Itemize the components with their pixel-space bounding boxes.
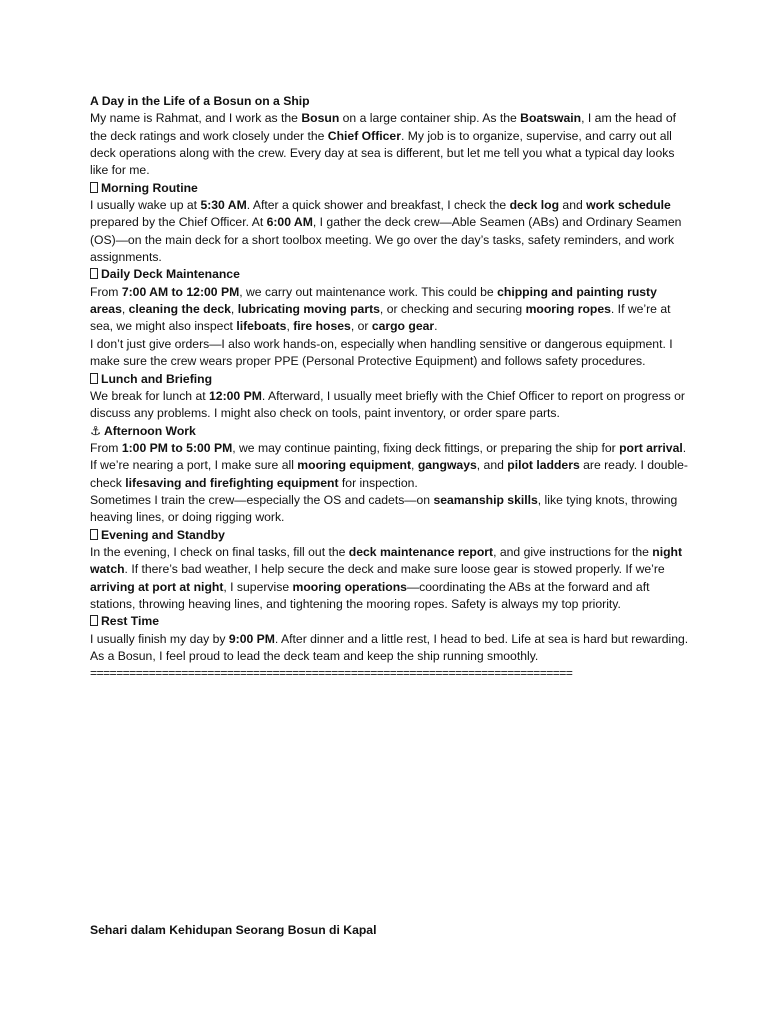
text-run: prepared by the Chief Officer. At bbox=[90, 215, 267, 230]
text-run: , or checking and securing bbox=[379, 302, 526, 317]
text-run: on a large container ship. As the bbox=[339, 111, 521, 126]
text-run: . After a quick shower and breakfast, I check the bbox=[246, 198, 510, 213]
missing-glyph-icon bbox=[90, 182, 98, 193]
text-run: , I am the head of the deck ratings and work closely under the bbox=[90, 111, 676, 143]
text-run: I usually wake up at bbox=[90, 198, 201, 213]
bold-text: 5:30 AM bbox=[200, 198, 247, 213]
section-heading bbox=[90, 423, 690, 440]
section-heading-label: Lunch and Briefing bbox=[101, 371, 213, 386]
bold-text: fire hoses bbox=[293, 319, 351, 334]
document-title: A Day in the Life of a Bosun on a Ship bbox=[90, 94, 310, 108]
section-heading-label: Rest Time bbox=[101, 614, 160, 629]
intro-paragraph bbox=[90, 110, 690, 179]
bold-text: chipping and painting rusty areas bbox=[90, 284, 657, 317]
text-run: . My job is to organize, supervise, and carry out all deck operations along with the crew. Every day at sea is different, but let me tell you what a typical day looks like for me. bbox=[90, 128, 675, 178]
text-run: , bbox=[121, 302, 129, 317]
text-run: We break for lunch at bbox=[90, 388, 210, 403]
section-paragraph bbox=[90, 631, 690, 666]
anchor-icon: ⚓ bbox=[90, 423, 101, 438]
bold-text: lifeboats bbox=[236, 319, 287, 334]
text-run: —coordinating the ABs at the forward and aft stations, throwing heaving lines, and tightening the mooring ropes. Safety is always my top priority. bbox=[90, 579, 650, 611]
text-run: , like tying knots, throwing heaving lines, or doing rigging work. bbox=[90, 492, 678, 525]
text-run: In the evening, I check on final tasks, fill out the bbox=[90, 544, 349, 559]
text-run: . bbox=[434, 319, 438, 334]
text-run: , we may continue painting, fixing deck fittings, or preparing the ship for bbox=[232, 440, 620, 455]
missing-glyph-icon bbox=[90, 615, 98, 626]
bold-text: pilot ladders bbox=[507, 458, 580, 473]
section-heading bbox=[90, 613, 690, 630]
section-heading bbox=[90, 371, 690, 388]
section-paragraph bbox=[90, 284, 690, 336]
bold-text: 6:00 AM bbox=[266, 215, 313, 230]
section-heading bbox=[90, 180, 690, 197]
text-run: . Afterward, I usually meet briefly with the Chief Officer to report on progress or discuss any problems. I might also check on tools, paint inventory, or order spare parts. bbox=[90, 388, 685, 421]
separator-line: ========================================================================== bbox=[90, 666, 573, 681]
text-run: for inspection. bbox=[338, 475, 418, 490]
bold-text: mooring ropes bbox=[525, 302, 611, 317]
bold-text: port arrival bbox=[619, 440, 683, 455]
text-run: . If we’re at sea, we might also inspect bbox=[90, 302, 671, 334]
section-heading bbox=[90, 527, 690, 544]
text-run: , bbox=[230, 302, 238, 317]
text-run: . If there’s bad weather, I help secure the deck and make sure loose gear is stowed properly. If we’re bbox=[124, 562, 665, 577]
document-body bbox=[90, 93, 690, 683]
bold-text: Bosun bbox=[301, 111, 340, 126]
text-run: and bbox=[559, 198, 587, 213]
bold-text: 12:00 PM bbox=[209, 388, 262, 403]
text-run: , I gather the deck crew—Able Seamen (ABs) and Ordinary Seamen (OS)—on the main deck for a short toolbox meeting. We go over the day’s tasks, safety reminders, and work assignments. bbox=[90, 215, 682, 265]
section-heading-label: Evening and Standby bbox=[101, 527, 225, 542]
bold-text: Chief Officer bbox=[327, 128, 401, 143]
text-run: , and give instructions for the bbox=[493, 544, 653, 559]
text-run: , bbox=[286, 319, 294, 334]
section-heading bbox=[90, 266, 690, 283]
bold-text: 7:00 AM to 12:00 PM bbox=[121, 284, 240, 299]
bold-text: seamanship skills bbox=[433, 492, 538, 507]
bold-text: cargo gear bbox=[371, 319, 435, 334]
missing-glyph-icon bbox=[90, 373, 98, 384]
section-paragraph bbox=[90, 388, 690, 423]
bold-text: 9:00 PM bbox=[228, 631, 275, 646]
bold-text: night watch bbox=[90, 544, 683, 577]
bold-text: work schedule bbox=[586, 198, 671, 213]
text-run: I usually finish my day by bbox=[90, 631, 229, 646]
bold-text: lubricating moving parts bbox=[237, 302, 380, 317]
missing-glyph-icon bbox=[90, 529, 98, 540]
section-paragraph bbox=[90, 336, 690, 371]
bold-text: cleaning the deck bbox=[128, 302, 231, 317]
section-heading-label: Daily Deck Maintenance bbox=[101, 267, 240, 282]
bold-text: deck maintenance report bbox=[348, 544, 494, 559]
text-run: I don’t just give orders—I also work hands-on, especially when handling sensitive or dangerous equipment. I make sure the crew wears proper PPE (Personal Protective Equipment) and follows safety procedures. bbox=[90, 336, 673, 369]
bold-text: Boatswain bbox=[520, 111, 582, 126]
text-run: are ready. I double-check bbox=[90, 458, 688, 490]
section-paragraph bbox=[90, 440, 690, 492]
text-run: , I supervise bbox=[223, 579, 293, 594]
sections-container bbox=[90, 180, 690, 666]
text-run: From bbox=[90, 440, 122, 455]
bold-text: arriving at port at night bbox=[90, 579, 224, 594]
text-run: . If we’re nearing a port, I make sure all bbox=[90, 440, 687, 473]
section-paragraph bbox=[90, 492, 690, 527]
bold-text: deck log bbox=[509, 198, 560, 213]
text-run: , or bbox=[350, 319, 372, 334]
translated-title: Sehari dalam Kehidupan Seorang Bosun di Kapal bbox=[90, 923, 377, 938]
bold-text: mooring operations bbox=[292, 579, 407, 594]
bold-text: mooring equipment bbox=[297, 458, 412, 473]
bold-text: 1:00 PM to 5:00 PM bbox=[121, 440, 233, 455]
text-run: , and bbox=[476, 458, 508, 473]
missing-glyph-icon bbox=[90, 268, 98, 279]
section-heading-label: Afternoon Work bbox=[103, 423, 196, 438]
section-paragraph bbox=[90, 197, 690, 266]
text-run: , bbox=[411, 458, 418, 473]
text-run: My name is Rahmat, and I work as the bbox=[90, 111, 302, 126]
text-run: From bbox=[90, 284, 122, 299]
section-heading-label: Morning Routine bbox=[101, 180, 198, 195]
text-run: , we carry out maintenance work. This could be bbox=[239, 284, 498, 299]
section-paragraph bbox=[90, 544, 690, 613]
text-run: . After dinner and a little rest, I head to bed. Life at sea is hard but rewarding. As a Bosun, I feel proud to lead the deck team and keep the ship running smoothly. bbox=[90, 631, 689, 663]
bold-text: gangways bbox=[417, 458, 477, 473]
bold-text: lifesaving and firefighting equipment bbox=[125, 475, 339, 490]
text-run: Sometimes I train the crew—especially the OS and cadets—on bbox=[90, 492, 434, 507]
